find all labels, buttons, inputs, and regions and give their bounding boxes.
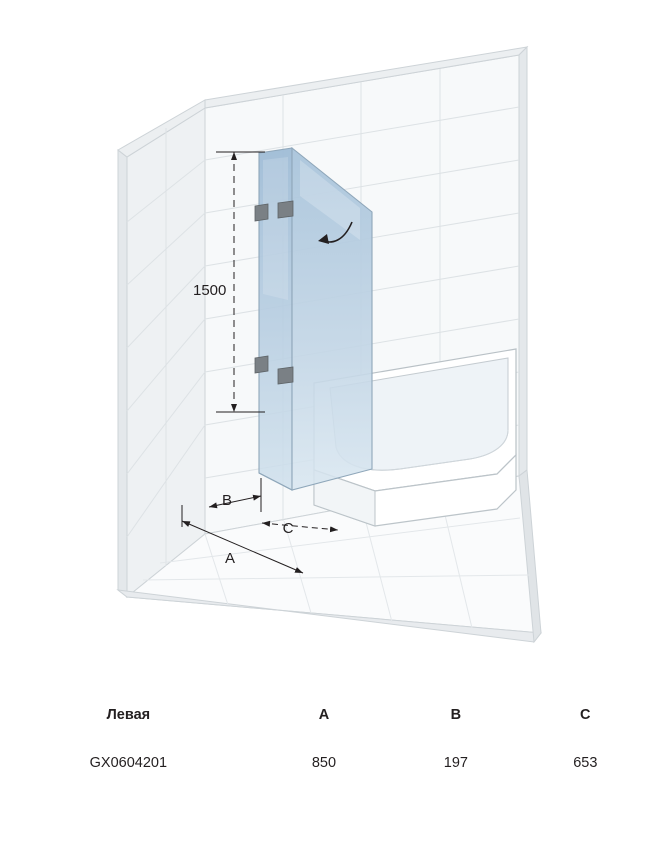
specification-table (0, 706, 650, 772)
height-dimension-label: 1500 (193, 282, 227, 299)
table-row (0, 739, 650, 772)
column-header-a: A (318, 707, 330, 723)
column-header-b: B (450, 707, 462, 723)
column-header-c: C (580, 707, 591, 723)
dimension-a-label: A (224, 550, 236, 567)
cell-value-a: 850 (311, 755, 337, 771)
dimension-c-label: C (282, 520, 294, 537)
table-header-row (0, 706, 650, 739)
dimension-b-label: B (221, 492, 233, 509)
cell-value-c: 653 (573, 755, 598, 771)
cell-model-code: GX0604201 (89, 755, 168, 771)
glass-screen (259, 148, 372, 490)
cell-value-b: 197 (443, 755, 468, 771)
column-header-name: Левая (106, 707, 151, 723)
